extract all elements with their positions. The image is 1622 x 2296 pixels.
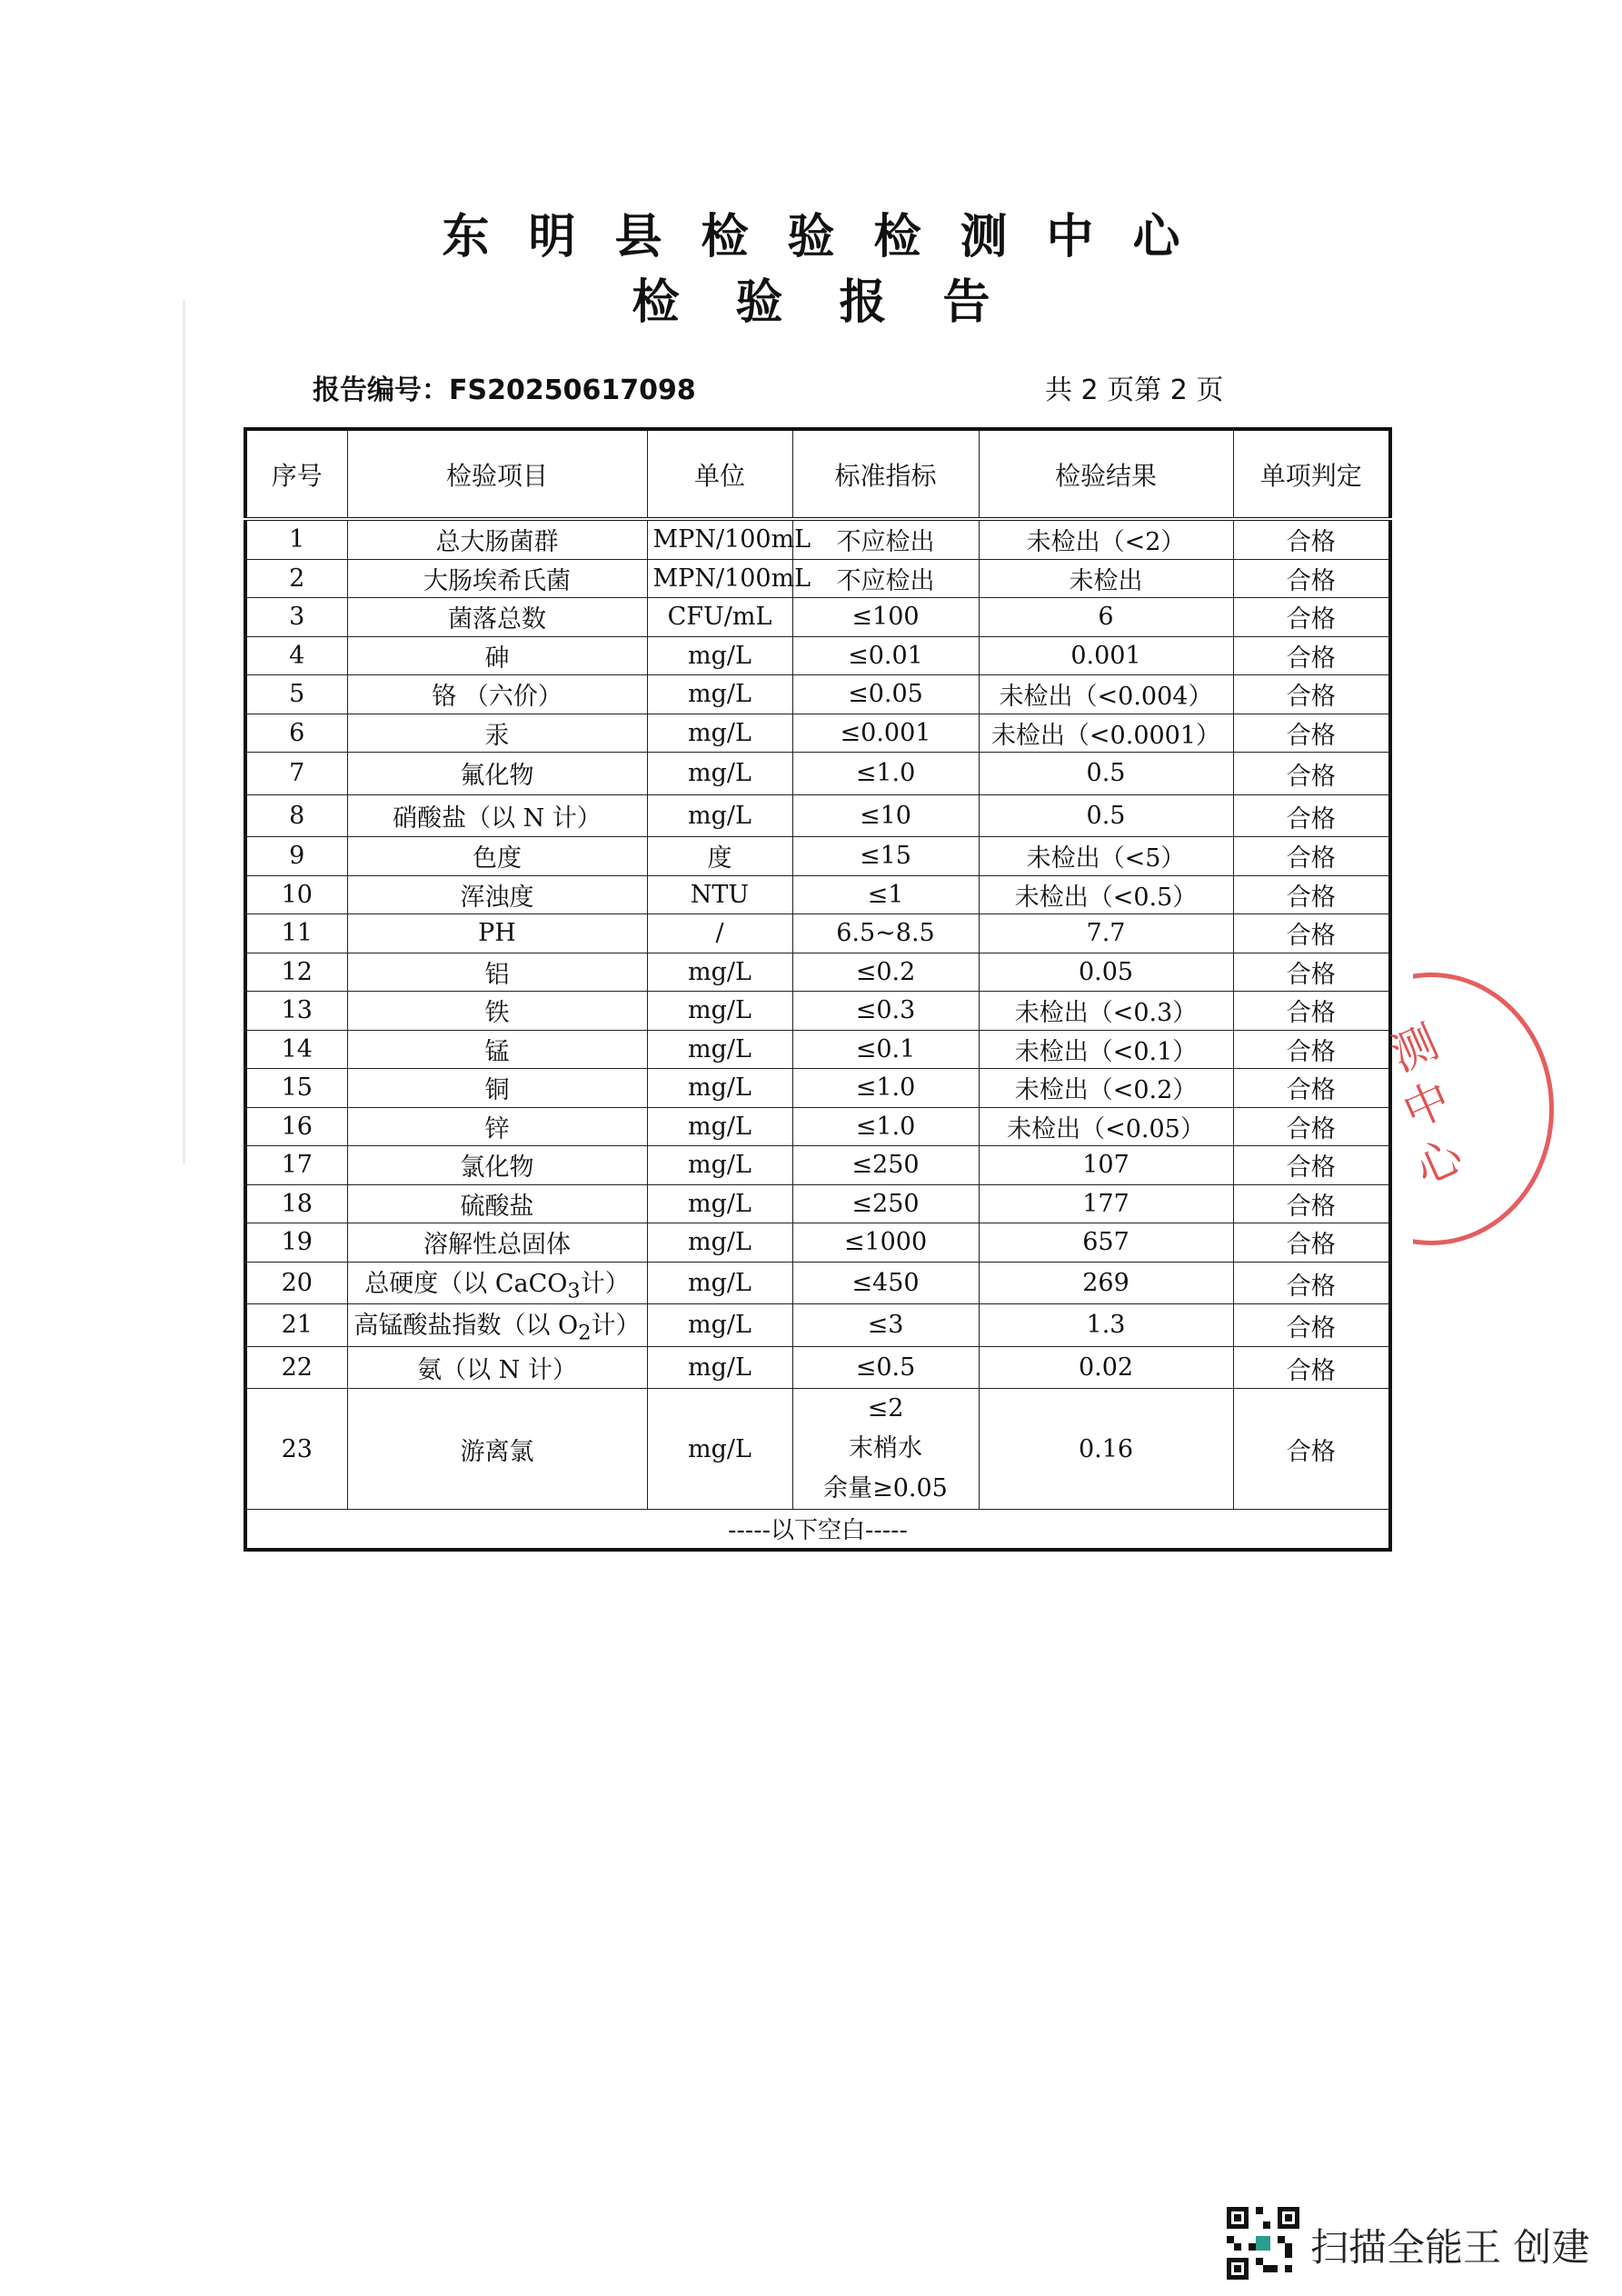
cell-item: 菌落总数: [347, 598, 647, 637]
cell-unit: 度: [647, 837, 792, 876]
cell-item: 汞: [347, 714, 647, 753]
table-row: [245, 753, 1390, 795]
cell-no: 3: [245, 598, 347, 637]
cell-verdict: 合格: [1233, 1107, 1390, 1146]
item-text: 高锰酸盐指数（以 O: [353, 1312, 579, 1341]
table-row: [245, 1389, 1390, 1510]
table-row: [245, 1107, 1390, 1146]
cell-item: 砷: [347, 636, 647, 675]
cell-no: 2: [245, 559, 347, 598]
cell-item: 铝: [347, 953, 647, 992]
col-header-unit: 单位: [647, 429, 792, 519]
cell-result: 6: [979, 598, 1233, 637]
cell-result: 269: [979, 1262, 1233, 1304]
cell-item: 铁: [347, 992, 647, 1031]
cell-unit: mg/L: [647, 953, 792, 992]
cell-result: 0.5: [979, 794, 1233, 837]
table-row: [245, 636, 1390, 675]
col-header-no: 序号: [245, 429, 347, 519]
cell-unit: mg/L: [647, 1069, 792, 1108]
cell-unit: mg/L: [647, 714, 792, 753]
cell-standard: ≤1.0: [792, 1069, 979, 1108]
table-row: [245, 1223, 1390, 1263]
cell-unit: MPN/100mL: [647, 559, 792, 598]
cell-result: 未检出（<0.1）: [979, 1030, 1233, 1069]
cell-standard: ≤10: [792, 794, 979, 837]
cell-verdict: 合格: [1233, 953, 1390, 992]
col-header-verdict: 单项判定: [1233, 429, 1390, 519]
cell-no: 20: [245, 1262, 347, 1304]
cell-standard: 6.5~8.5: [792, 914, 979, 953]
cell-standard: 不应检出: [792, 519, 979, 559]
cell-standard: ≤450: [792, 1262, 979, 1304]
doc-title: 检验报告: [632, 275, 1047, 330]
official-seal-text: [1383, 1014, 1470, 1196]
cell-unit: mg/L: [647, 1030, 792, 1069]
scanner-watermark: 扫描全能王 创建: [1310, 2225, 1590, 2270]
cell-unit: CFU/mL: [647, 598, 792, 637]
cell-unit: NTU: [647, 875, 792, 914]
cell-standard: ≤250: [792, 1184, 979, 1223]
table-row: [245, 875, 1390, 914]
cell-unit: mg/L: [647, 753, 792, 795]
standard-line: 余量≥0.05: [823, 1474, 948, 1502]
cell-result: 657: [979, 1223, 1233, 1263]
cell-result: 0.001: [979, 636, 1233, 675]
cell-result: 未检出（<0.0001）: [979, 714, 1233, 753]
cell-standard: ≤1.0: [792, 753, 979, 795]
cell-verdict: 合格: [1233, 1262, 1390, 1304]
table-row: [245, 519, 1390, 559]
cell-result: 0.05: [979, 953, 1233, 992]
cell-standard: ≤1.0: [792, 1107, 979, 1146]
cell-item: 总大肠菌群: [347, 519, 647, 559]
cell-no: 11: [245, 914, 347, 953]
cell-standard: 不应检出: [792, 559, 979, 598]
cell-standard: ≤0.3: [792, 992, 979, 1031]
cell-standard: ≤1: [792, 875, 979, 914]
cell-item: [347, 1304, 647, 1347]
cell-standard: ≤15: [792, 837, 979, 876]
cell-no: 18: [245, 1184, 347, 1223]
cell-verdict: 合格: [1233, 1346, 1390, 1389]
item-text: 总硬度（以 CaCO: [364, 1269, 568, 1298]
cell-no: 17: [245, 1146, 347, 1185]
seal-char: 测: [1383, 1014, 1447, 1083]
cell-verdict: 合格: [1233, 1146, 1390, 1185]
cell-result: 未检出（<0.2）: [979, 1069, 1233, 1108]
cell-unit: mg/L: [647, 1304, 792, 1347]
cell-standard: ≤100: [792, 598, 979, 637]
cell-verdict: 合格: [1233, 1030, 1390, 1069]
item-text-suffix: 计）: [591, 1312, 641, 1341]
cell-unit: mg/L: [647, 1223, 792, 1263]
cell-unit: mg/L: [647, 1262, 792, 1304]
table-header-row: [245, 429, 1390, 519]
cell-no: 15: [245, 1069, 347, 1108]
cell-item: 锰: [347, 1030, 647, 1069]
cell-item: 氨（以 N 计）: [347, 1346, 647, 1389]
table-row: [245, 1184, 1390, 1223]
cell-standard: ≤0.05: [792, 675, 979, 714]
cell-verdict: 合格: [1233, 675, 1390, 714]
cell-verdict: 合格: [1233, 714, 1390, 753]
cell-no: 1: [245, 519, 347, 559]
cell-standard: ≤1000: [792, 1223, 979, 1263]
table-row: [245, 714, 1390, 753]
cell-no: 8: [245, 794, 347, 837]
table-row: [245, 1262, 1390, 1304]
cell-verdict: 合格: [1233, 914, 1390, 953]
table-row: [245, 1030, 1390, 1069]
cell-unit: /: [647, 914, 792, 953]
cell-no: 9: [245, 837, 347, 876]
cell-item: 大肠埃希氏菌: [347, 559, 647, 598]
cell-verdict: 合格: [1233, 837, 1390, 876]
table-end-row: [245, 1510, 1390, 1550]
cell-verdict: 合格: [1233, 875, 1390, 914]
cell-item: PH: [347, 914, 647, 953]
cell-result: 107: [979, 1146, 1233, 1185]
cell-standard: [792, 1389, 979, 1510]
cell-result: 未检出: [979, 559, 1233, 598]
subscript-digit: 2: [578, 1321, 592, 1345]
cell-no: 14: [245, 1030, 347, 1069]
table-row: [245, 1304, 1390, 1347]
seal-char: 中: [1395, 1072, 1458, 1139]
cell-verdict: 合格: [1233, 1223, 1390, 1263]
cell-item: 游离氯: [347, 1389, 647, 1510]
col-header-result: 检验结果: [979, 429, 1233, 519]
cell-standard: ≤0.001: [792, 714, 979, 753]
standard-line: ≤2: [867, 1394, 904, 1423]
qr-code-icon: [1227, 2207, 1299, 2280]
col-header-item: 检验项目: [347, 429, 647, 519]
table-row: [245, 914, 1390, 953]
cell-standard: ≤0.5: [792, 1346, 979, 1389]
cell-verdict: 合格: [1233, 598, 1390, 637]
cell-item: 铜: [347, 1069, 647, 1108]
cell-verdict: 合格: [1233, 992, 1390, 1031]
scan-edge-shadow: [183, 300, 185, 1163]
cell-result: 未检出（<0.3）: [979, 992, 1233, 1031]
cell-verdict: 合格: [1233, 794, 1390, 837]
cell-result: 未检出（<0.004）: [979, 675, 1233, 714]
cell-unit: mg/L: [647, 1107, 792, 1146]
org-name: 东明县检验检测中心: [442, 210, 1219, 265]
cell-no: 10: [245, 875, 347, 914]
table-row: [245, 837, 1390, 876]
cell-item: 硝酸盐（以 N 计）: [347, 794, 647, 837]
cell-no: 7: [245, 753, 347, 795]
page-indicator: 共 2 页第 2 页: [1045, 374, 1224, 406]
cell-item: 铬 （六价）: [347, 675, 647, 714]
cell-unit: mg/L: [647, 1184, 792, 1223]
cell-unit: mg/L: [647, 1146, 792, 1185]
cell-standard: ≤0.1: [792, 1030, 979, 1069]
cell-no: 21: [245, 1304, 347, 1347]
table-row: [245, 1146, 1390, 1185]
cell-result: 177: [979, 1184, 1233, 1223]
cell-unit: mg/L: [647, 675, 792, 714]
cell-no: 6: [245, 714, 347, 753]
blank-below-note: -----以下空白-----: [245, 1510, 1390, 1550]
table-row: [245, 1346, 1390, 1389]
cell-standard: ≤3: [792, 1304, 979, 1347]
cell-standard: ≤250: [792, 1146, 979, 1185]
cell-result: 0.02: [979, 1346, 1233, 1389]
cell-item: 锌: [347, 1107, 647, 1146]
cell-verdict: 合格: [1233, 1304, 1390, 1347]
cell-unit: mg/L: [647, 992, 792, 1031]
cell-item: 溶解性总固体: [347, 1223, 647, 1263]
cell-unit: mg/L: [647, 1346, 792, 1389]
inspection-results-table: [244, 427, 1392, 1552]
seal-char: 心: [1407, 1128, 1470, 1196]
cell-no: 4: [245, 636, 347, 675]
cell-result: 1.3: [979, 1304, 1233, 1347]
col-header-standard: 标准指标: [792, 429, 979, 519]
cell-verdict: 合格: [1233, 519, 1390, 559]
cell-no: 22: [245, 1346, 347, 1389]
cell-unit: mg/L: [647, 636, 792, 675]
cell-result: 7.7: [979, 914, 1233, 953]
cell-unit: mg/L: [647, 1389, 792, 1510]
cell-verdict: 合格: [1233, 1389, 1390, 1510]
cell-standard: ≤0.01: [792, 636, 979, 675]
table-row: [245, 598, 1390, 637]
cell-result: 未检出（<5）: [979, 837, 1233, 876]
cell-standard: ≤0.2: [792, 953, 979, 992]
cell-no: 12: [245, 953, 347, 992]
table-row: [245, 1069, 1390, 1108]
cell-no: 13: [245, 992, 347, 1031]
cell-verdict: 合格: [1233, 1069, 1390, 1108]
cell-unit: MPN/100mL: [647, 519, 792, 559]
cell-no: 5: [245, 675, 347, 714]
cell-result: 未检出（<0.05）: [979, 1107, 1233, 1146]
cell-item: [347, 1262, 647, 1304]
cell-verdict: 合格: [1233, 753, 1390, 795]
cell-unit: mg/L: [647, 794, 792, 837]
cell-no: 16: [245, 1107, 347, 1146]
cell-no: 19: [245, 1223, 347, 1263]
subscript-digit: 3: [567, 1278, 581, 1303]
table-row: [245, 992, 1390, 1031]
cell-item: 色度: [347, 837, 647, 876]
table-row: [245, 559, 1390, 598]
report-number: 报告编号：FS20250617098: [313, 374, 696, 406]
cell-item: 浑浊度: [347, 875, 647, 914]
item-text-suffix: 计）: [580, 1269, 630, 1298]
cell-item: 氟化物: [347, 753, 647, 795]
cell-verdict: 合格: [1233, 636, 1390, 675]
cell-result: 未检出（<2）: [979, 519, 1233, 559]
cell-no: 23: [245, 1389, 347, 1510]
cell-result: 0.5: [979, 753, 1233, 795]
table-row: [245, 953, 1390, 992]
cell-verdict: 合格: [1233, 1184, 1390, 1223]
cell-result: 未检出（<0.5）: [979, 875, 1233, 914]
cell-item: 硫酸盐: [347, 1184, 647, 1223]
table-row: [245, 675, 1390, 714]
cell-verdict: 合格: [1233, 559, 1390, 598]
standard-line: 末梢水: [849, 1434, 922, 1462]
table-row: [245, 794, 1390, 837]
cell-result: 0.16: [979, 1389, 1233, 1510]
cell-item: 氯化物: [347, 1146, 647, 1185]
